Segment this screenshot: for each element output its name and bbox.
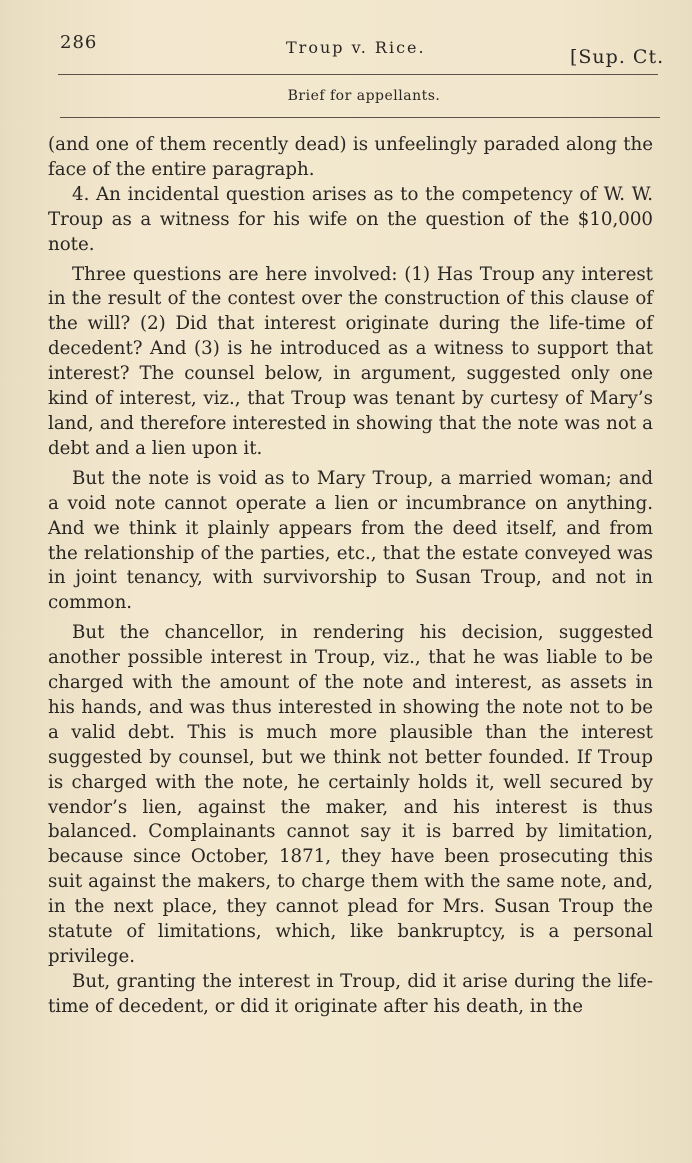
court-label: [Sup. Ct. [570, 46, 665, 68]
paragraph: But the chancellor, in rendering his decision, suggested another possible interest in Troup, viz., that he was liable to be charged with the amount of the note and interest, as assets in his hands, and was thus interested in showing the note not to be a valid debt. This is much more plausible than the interest suggested by counsel, but we think not better founded. If Troup is charged with the note, he certainly holds it, well secured by vendor’s lien, against the maker, and his interest is thus balanced. Complainants cannot say it is barred by limitation, because since October, 1871, they have been prosecuting this suit against the makers, to charge them with the same note, and, in the next place, they cannot plead for Mrs. Susan Troup the statute of limitations, which, like bankruptcy, is a personal privilege. [48, 622, 653, 967]
running-title: Troup v. Rice. [286, 38, 426, 57]
brief-subheader [0, 88, 692, 104]
subheader-rule [60, 117, 660, 118]
header-rule [58, 74, 658, 75]
running-header [0, 30, 692, 70]
paragraph: (and one of them recently dead) is unfeelingly paraded along the face of the entire paragraph. [48, 134, 653, 180]
paragraph: 4. An incidental question arises as to the competency of W. W. Troup as a witness for his wife on the question of the $10,000 note. [48, 183, 653, 255]
paragraph: Three questions are here involved: (1) Has Troup any interest in the result of the contest over the construction of this clause of the will? (2) Did that interest originate during the life-time of decedent? And (3) is he introduced as a witness to support that interest? The counsel below, in argument, suggested only one kind of interest, viz., that Troup was tenant by curtesy of Mary’s land, and therefore interested in showing that the note was not a debt and a lien upon it. [48, 263, 653, 459]
body-text [48, 133, 653, 1020]
brief-label: Brief for appellants. [287, 88, 441, 104]
paragraph: But the note is void as to Mary Troup, a married woman; and a void note cannot operate a lien or incumbrance on anything. And we think it plainly appears from the deed itself, and from the relationship of the parties, etc., that the estate conveyed was in joint tenancy, with survivorship to Susan Troup, and not in common. [48, 467, 653, 614]
page-number: 286 [60, 32, 98, 53]
paragraph: But, granting the interest in Troup, did it arise during the life-time of decedent, or did it originate after his death, in the [48, 970, 653, 1017]
